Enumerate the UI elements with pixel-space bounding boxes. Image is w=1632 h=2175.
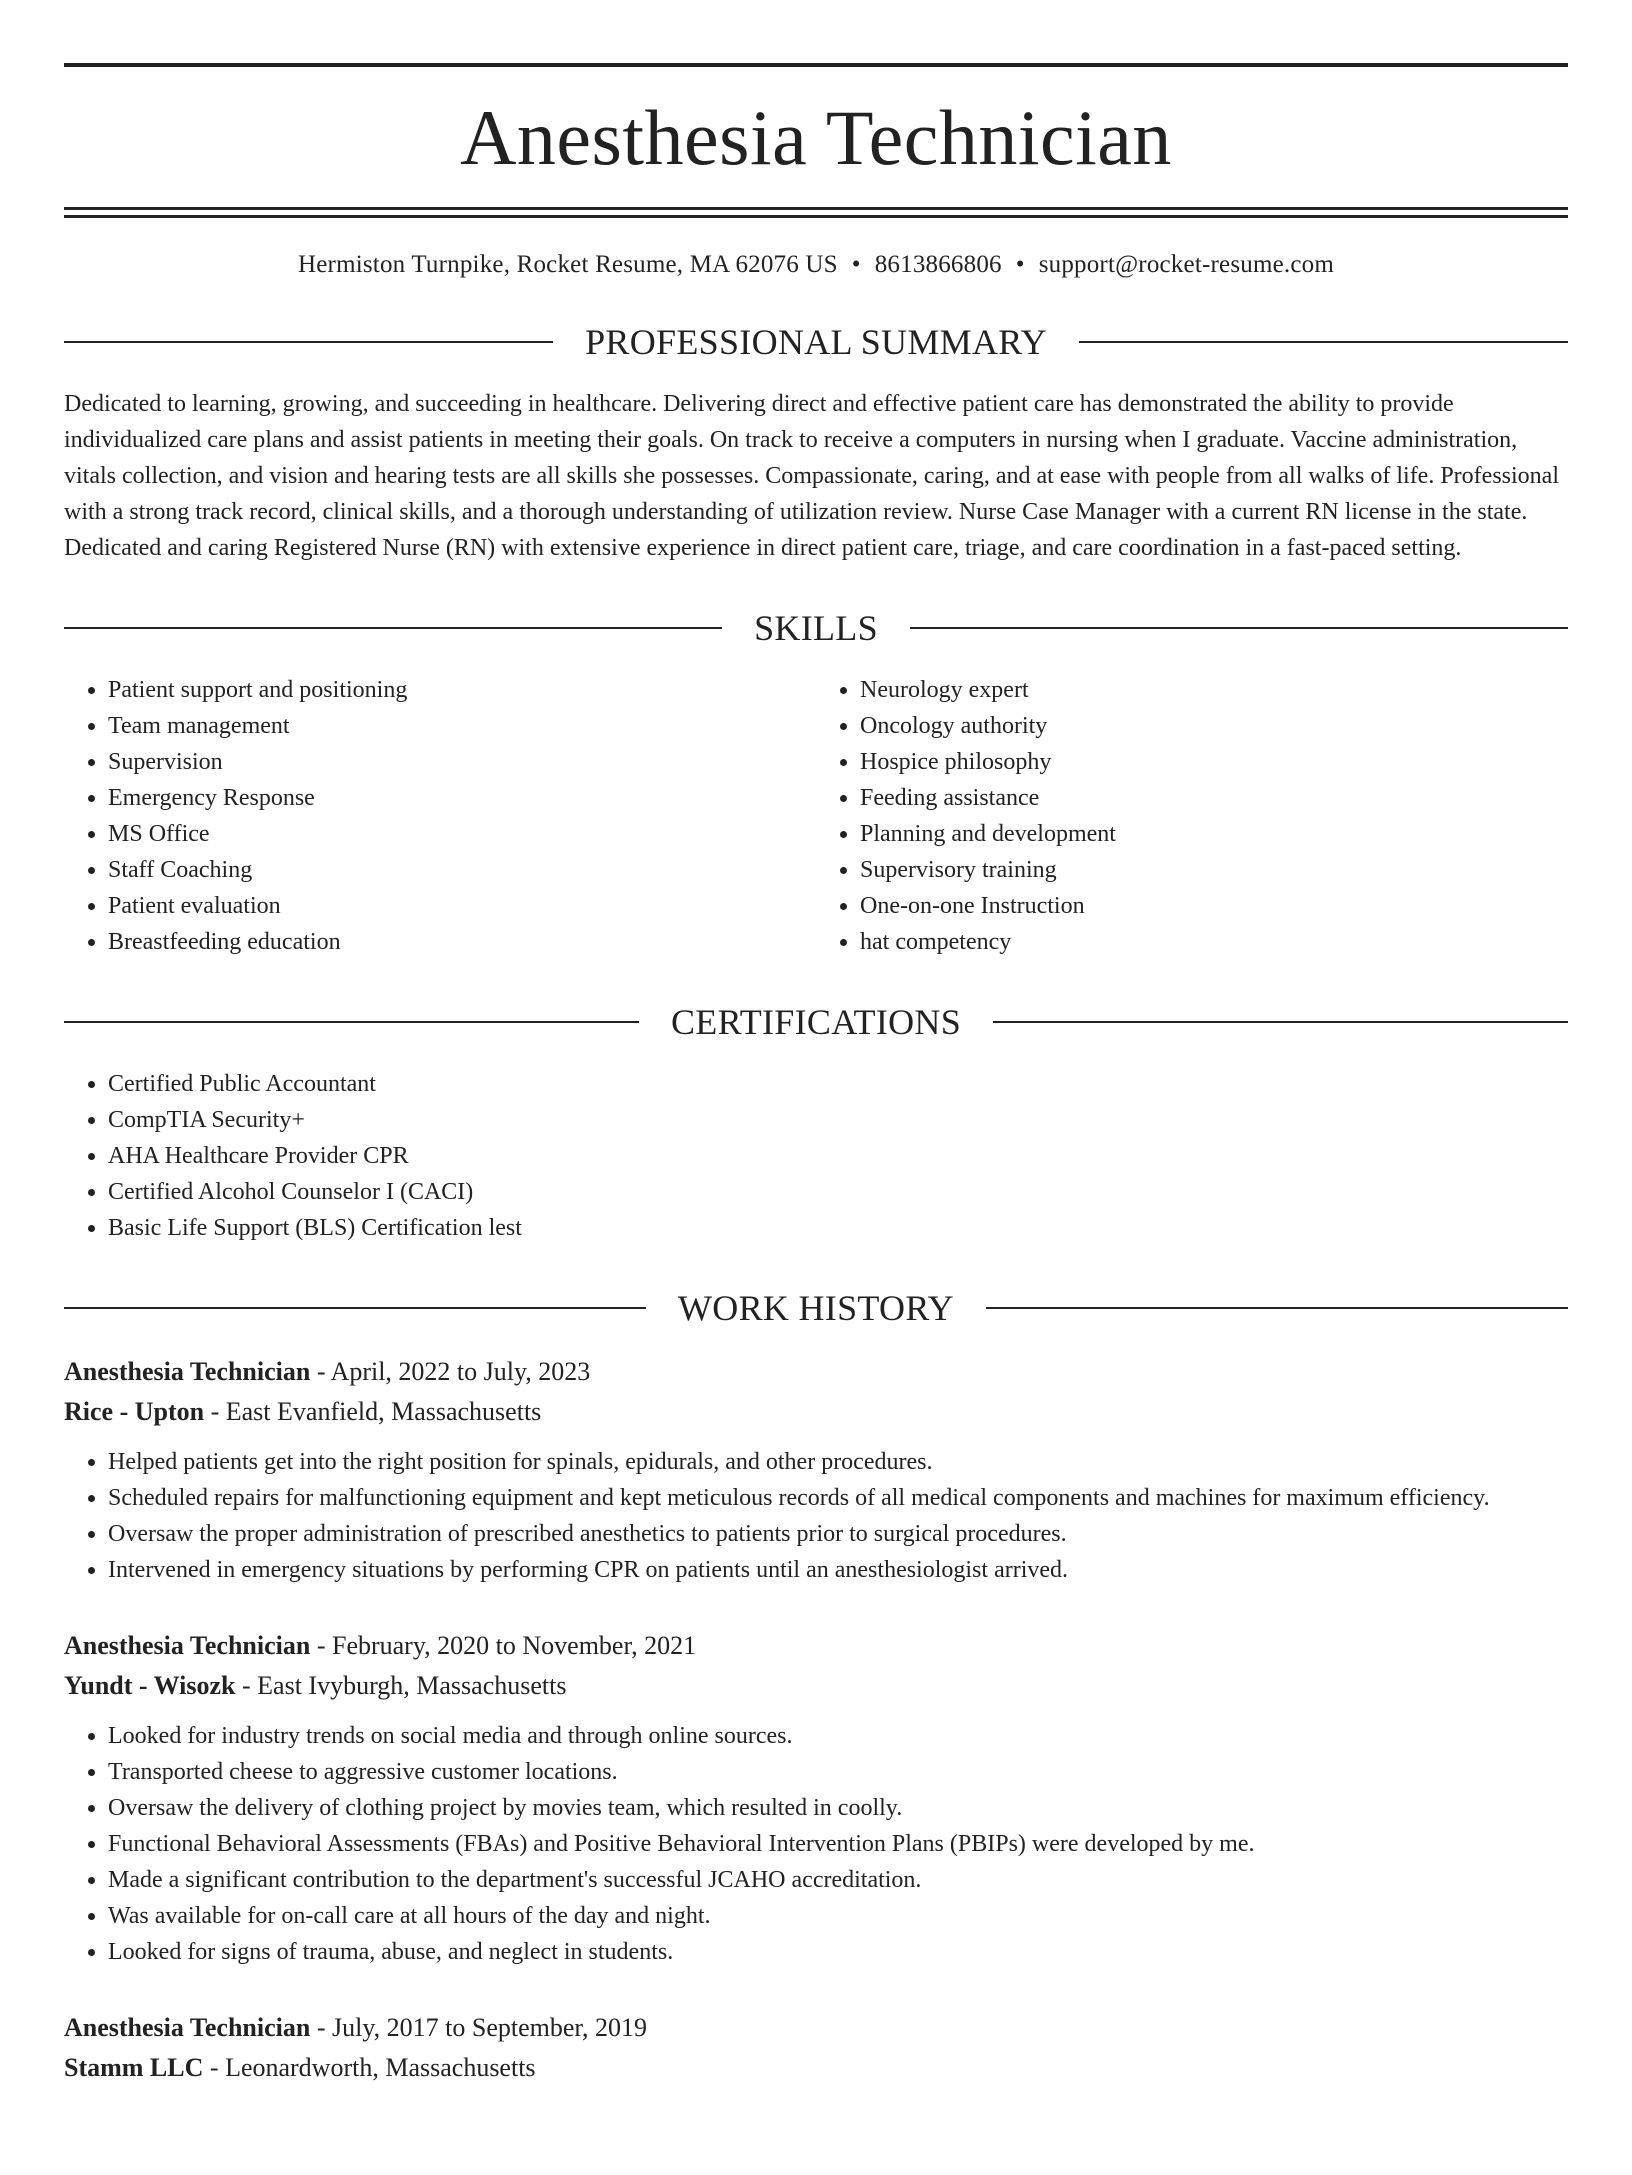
job-company-line (64, 2048, 1568, 2088)
section-heading-summary (64, 324, 1568, 360)
section-heading-work-history (64, 1290, 1568, 1326)
job-bullet: • Looked for signs of trauma, abuse, and neglect in students. (108, 1934, 1568, 1970)
certification-item: • Certified Public Accountant (108, 1066, 1568, 1102)
resume-page (0, 63, 1632, 2175)
heading-rule-left (64, 341, 553, 343)
job-location: - Leonardworth, Massachusetts (203, 2053, 536, 2082)
heading-rule-left (64, 627, 722, 629)
job-bullet: • Transported cheese to aggressive customer locations. (108, 1754, 1568, 1790)
contact-line (64, 250, 1568, 280)
skills-list-right (816, 672, 1568, 960)
skill-item: • Feeding assistance (860, 780, 1568, 816)
job-entry (64, 2008, 1568, 2088)
heading-rule-right (1079, 341, 1568, 343)
skill-item: • Neurology expert (860, 672, 1568, 708)
job-bullets (64, 1718, 1568, 1970)
skills-list-left (64, 672, 816, 960)
job-entry (64, 1626, 1568, 1970)
skill-item: • Emergency Response (108, 780, 816, 816)
skill-item: • Supervisory training (860, 852, 1568, 888)
section-heading-skills (64, 610, 1568, 646)
heading-rule-left (64, 1307, 646, 1309)
skill-item: • Patient evaluation (108, 888, 816, 924)
job-bullet: • Helped patients get into the right position for spinals, epidurals, and other procedures. (108, 1444, 1568, 1480)
job-bullet: • Made a significant contribution to the department's successful JCAHO accreditation. (108, 1862, 1568, 1898)
job-title-line (64, 1352, 1568, 1392)
skill-item: • Patient support and positioning (108, 672, 816, 708)
certification-item: • AHA Healthcare Provider CPR (108, 1138, 1568, 1174)
job-location: - East Ivyburgh, Massachusetts (235, 1671, 567, 1700)
job-bullet: • Oversaw the proper administration of prescribed anesthetics to patients prior to surgical procedures. (108, 1516, 1568, 1552)
contact-email: support@rocket-resume.com (1038, 251, 1334, 278)
skill-item: • MS Office (108, 816, 816, 852)
certification-item: • CompTIA Security+ (108, 1102, 1568, 1138)
job-bullet: • Looked for industry trends on social media and through online sources. (108, 1718, 1568, 1754)
candidate-name: Anesthesia Technician (460, 94, 1172, 181)
job-title-line (64, 2008, 1568, 2048)
job-dates: - February, 2020 to November, 2021 (310, 1631, 697, 1660)
skill-item: • Oncology authority (860, 708, 1568, 744)
section-title: PROFESSIONAL SUMMARY (585, 322, 1047, 362)
job-dates: - July, 2017 to September, 2019 (310, 2013, 648, 2042)
job-role: Anesthesia Technician (64, 1357, 311, 1386)
top-rule (64, 63, 1568, 67)
certifications-block (64, 1066, 1568, 1246)
job-company: Stamm LLC (64, 2053, 204, 2082)
job-company: Yundt - Wisozk (64, 1671, 236, 1700)
contact-phone: 8613866806 (874, 251, 1002, 278)
job-bullets (64, 1444, 1568, 1588)
job-entry (64, 1352, 1568, 1588)
summary-text: Dedicated to learning, growing, and succeeding in healthcare. Delivering direct and effective patient care has demonstrated the ability to provide individualized care plans and assist patients in meeting their goals. On track to receive a computers in nursing when I graduate. Vaccine administration, vitals collection, and vision and hearing tests are all skills she possesses. Compassionate, caring, and at ease with people from all walks of life. Professional with a strong track record, clinical skills, and a thorough understanding of utilization review. Nurse Case Manager with a current RN license in the state. Dedicated and caring Registered Nurse (RN) with extensive experience in direct patient care, triage, and care coordination in a fast-paced setting. (64, 391, 1559, 561)
section-title: SKILLS (754, 608, 878, 648)
skill-item: • One-on-one Instruction (860, 888, 1568, 924)
job-bullet: • Oversaw the delivery of clothing project by movies team, which resulted in coolly. (108, 1790, 1568, 1826)
contact-separator: • (851, 251, 861, 278)
job-company-line (64, 1666, 1568, 1706)
heading-rule-right (993, 1021, 1568, 1023)
job-bullet: • Functional Behavioral Assessments (FBAs) and Positive Behavioral Intervention Plans (PBIPs) were developed by me. (108, 1826, 1568, 1862)
skill-item: • Staff Coaching (108, 852, 816, 888)
certifications-list (64, 1066, 1568, 1246)
contact-separator: • (1015, 251, 1025, 278)
heading-rule-right (910, 627, 1568, 629)
job-role: Anesthesia Technician (64, 1631, 311, 1660)
section-heading-certifications (64, 1004, 1568, 1040)
skill-item: • Breastfeeding education (108, 924, 816, 960)
contact-address: Hermiston Turnpike, Rocket Resume, MA 62076 US (298, 251, 838, 278)
skill-item: • Hospice philosophy (860, 744, 1568, 780)
job-title-line (64, 1626, 1568, 1666)
skill-item: • hat competency (860, 924, 1568, 960)
job-bullet: • Scheduled repairs for malfunctioning equipment and kept meticulous records of all medical components and machines for maximum efficiency. (108, 1480, 1568, 1516)
section-title: WORK HISTORY (678, 1288, 954, 1328)
certification-item: • Certified Alcohol Counselor I (CACI) (108, 1174, 1568, 1210)
job-dates: - April, 2022 to July, 2023 (310, 1357, 591, 1386)
job-bullet: • Intervened in emergency situations by performing CPR on patients until an anesthesiologist arrived. (108, 1552, 1568, 1588)
job-role: Anesthesia Technician (64, 2013, 311, 2042)
skill-item: • Team management (108, 708, 816, 744)
job-company: Rice - Upton (64, 1397, 205, 1426)
job-bullet: • Was available for on-call care at all hours of the day and night. (108, 1898, 1568, 1934)
section-title: CERTIFICATIONS (670, 1002, 962, 1042)
job-location: - East Evanfield, Massachusetts (204, 1397, 542, 1426)
skills-columns (64, 672, 1568, 960)
heading-rule-left (64, 1021, 639, 1023)
header-double-rule (64, 207, 1568, 218)
skill-item: • Planning and development (860, 816, 1568, 852)
heading-rule-right (986, 1307, 1568, 1309)
certification-item: • Basic Life Support (BLS) Certification lest (108, 1210, 1568, 1246)
job-company-line (64, 1392, 1568, 1432)
skill-item: • Supervision (108, 744, 816, 780)
